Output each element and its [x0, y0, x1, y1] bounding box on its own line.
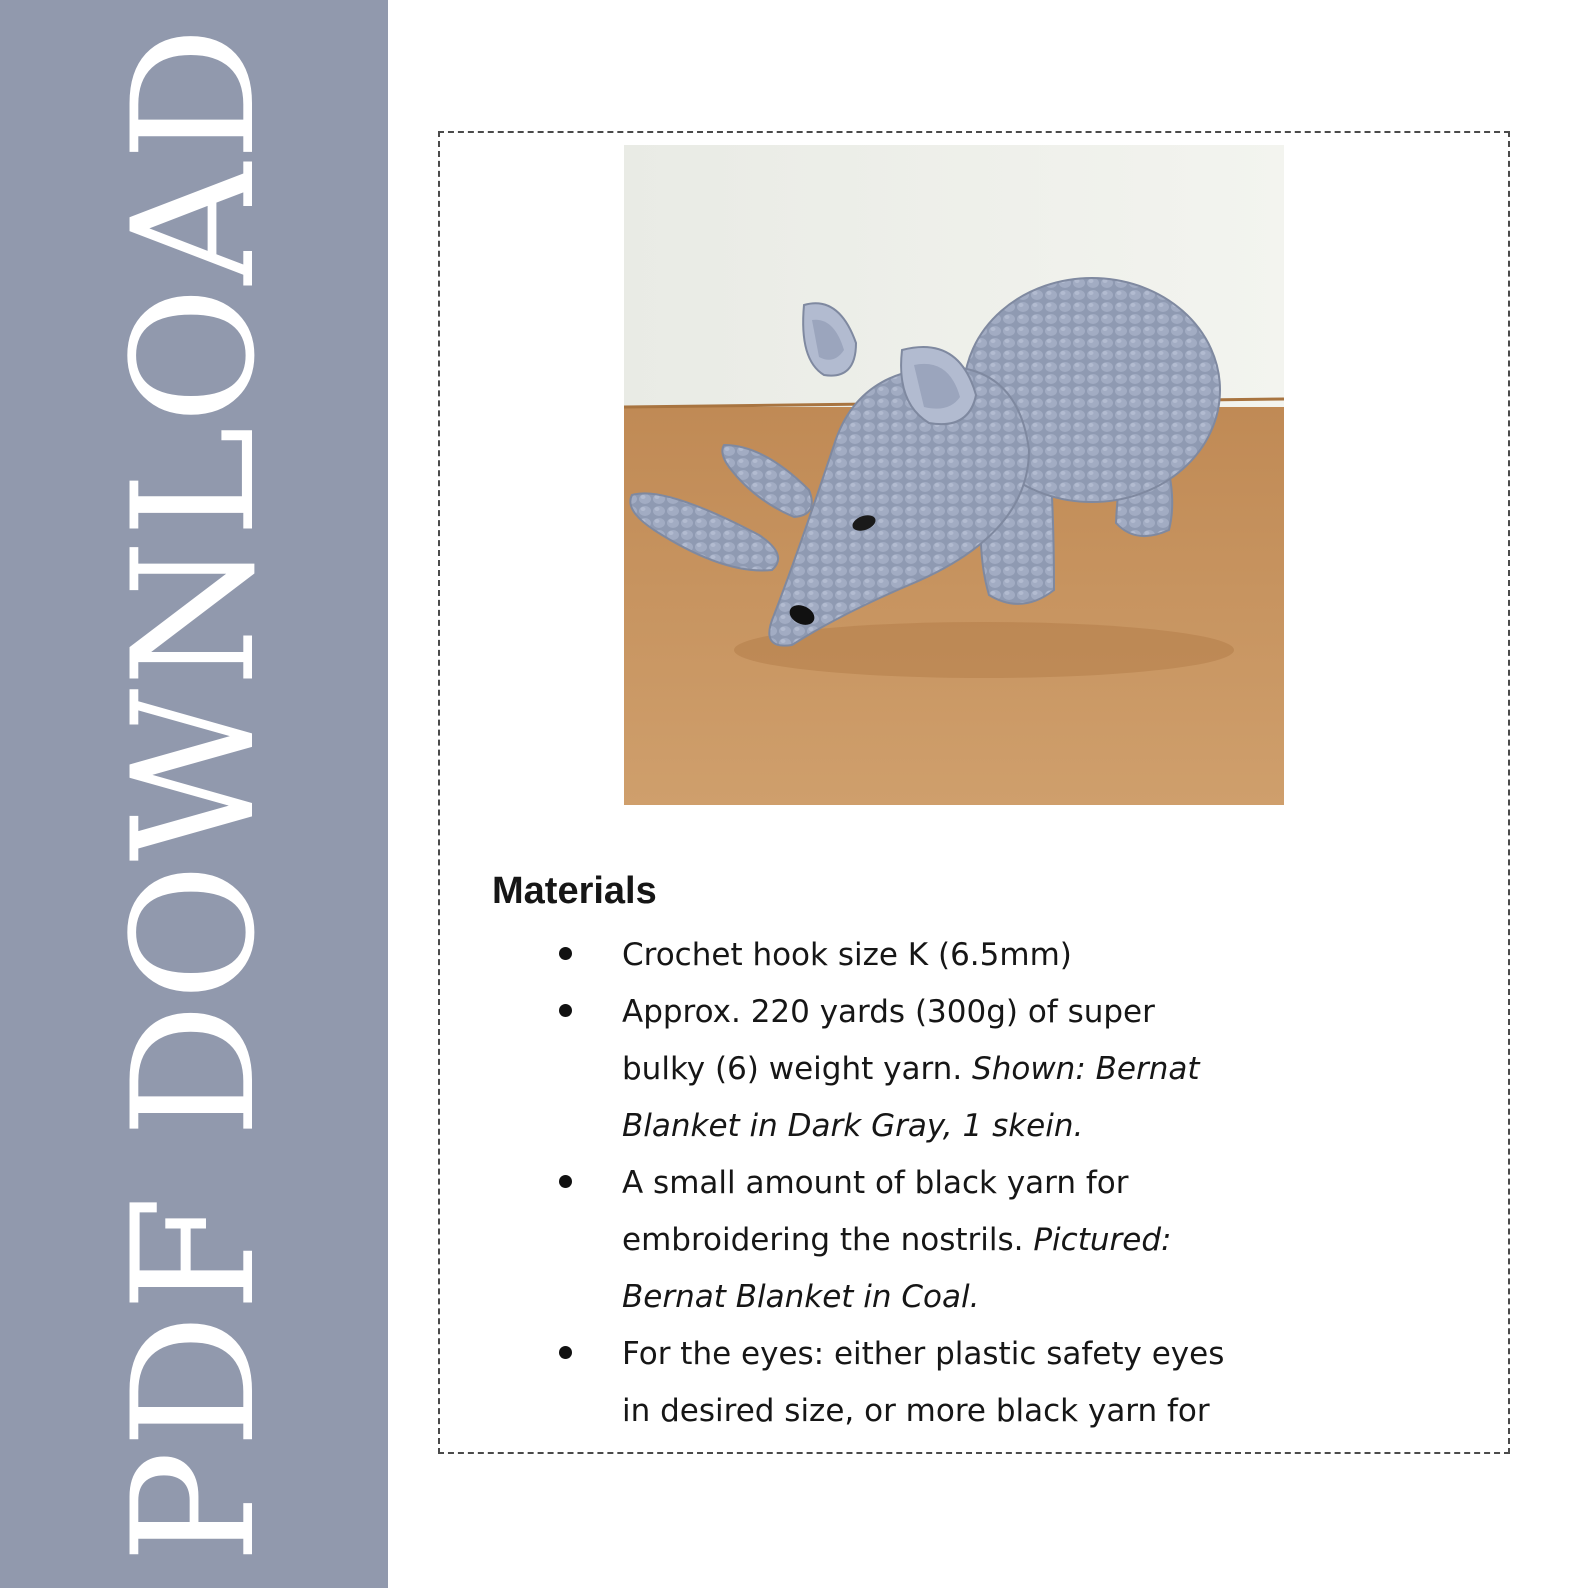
bullet-icon	[559, 1004, 572, 1017]
list-item-note: Pictured: Bernat Blanket in Coal.	[622, 1222, 1172, 1315]
document-preview	[438, 131, 1510, 1454]
rhino-photo	[624, 145, 1284, 805]
list-item-text: Crochet hook size K (6.5mm)	[622, 937, 1072, 973]
materials-heading: Materials	[492, 870, 657, 912]
list-item	[492, 1155, 1242, 1326]
bullet-icon	[559, 1175, 572, 1188]
side-banner	[0, 0, 388, 1588]
materials-list	[492, 927, 1392, 1440]
list-item	[492, 984, 1242, 1155]
list-item	[492, 927, 1242, 984]
list-item-text: Approx. 220 yards (300g) of super bulky (6) weight yarn.	[622, 994, 1155, 1087]
list-item-text: A small amount of black yarn for embroidering the nostrils.	[622, 1165, 1129, 1258]
list-item	[492, 1326, 1242, 1440]
list-item-text: For the eyes: either plastic safety eyes in desired size, or more black yarn for	[622, 1336, 1225, 1429]
materials-section	[492, 861, 1392, 1440]
list-item-note: Shown: Bernat Blanket in Dark Gray, 1 skein.	[622, 1051, 1200, 1144]
bullet-icon	[559, 947, 572, 960]
banner-title: PDF DOWNLOAD	[96, 24, 292, 1564]
bullet-icon	[559, 1346, 572, 1359]
